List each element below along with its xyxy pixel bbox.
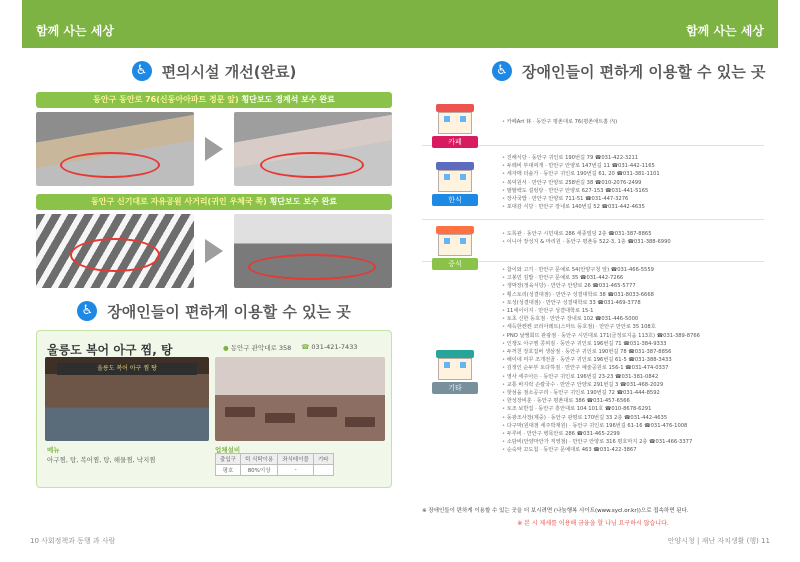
list-item: • 핫섬을 점소공구리 · 동안구 귀인로 190번길 72 ☎031-444-8592: [502, 389, 764, 397]
window-shape: [460, 116, 466, 122]
category-label: 기타: [432, 382, 478, 394]
etc-building-icon: [432, 350, 478, 380]
highlight-ellipse: [60, 152, 160, 178]
window-shape: [460, 174, 466, 180]
list-item: • 동광조사장(제중) · 동안구 관평로 170번길 33 2층 ☎031-442-4635: [502, 414, 764, 422]
banner-2: [36, 194, 392, 210]
chinese-list: [502, 230, 764, 246]
list-item: • 김정인 순두부 토다하점 · 만안구 예술공원로 156-1 ☎031-474-0337: [502, 364, 764, 372]
list-item: • 한성장비훈 · 동안구 평촌대로 386 ☎031-457-6566: [502, 397, 764, 405]
before-photo-2: [36, 214, 194, 288]
header-right-title: 함께 사는 세상: [686, 24, 764, 38]
list-item: • 팔팔백도 설렁탕 · 만안구 안양로 627-153 ☎031-441-5165: [502, 187, 764, 195]
korean-list: [502, 154, 764, 211]
highlight-ellipse: [70, 238, 160, 272]
banner-2-rest: 횡단보도 보수 완료: [266, 197, 337, 206]
restaurant-meta: [223, 343, 357, 352]
facility-header: 좌식테이블: [278, 454, 314, 465]
section-title-accessible: [36, 298, 392, 324]
window-shape: [444, 362, 450, 368]
roof-shape: [436, 226, 474, 234]
roof-shape: [436, 104, 474, 112]
arrow-right-icon: [205, 239, 223, 263]
list-item: • 교통 바지락 손칼국수 · 만안구 안양로 291번길 3 ☎031-468-2029: [502, 381, 764, 389]
list-item: • 두레비 부대찌개 · 만안구 안양로 147번길 11 ☎031-442-1165: [502, 162, 764, 170]
table-shape: [345, 417, 375, 427]
list-item: • 도록관 · 동안구 시민대로 286 세종빌딩 2층 ☎031-387-8865: [502, 230, 764, 238]
list-item: • 영사 세주아든 · 동안구 귀인로 196번길 23-23 ☎031-381-0842: [502, 373, 764, 381]
highlight-ellipse: [260, 152, 364, 178]
photo-row-2: [36, 214, 392, 288]
header-left-title: 함께 사는 세상: [36, 24, 114, 38]
header-bar: [0, 0, 800, 48]
table-shape: [265, 413, 295, 423]
list-item: • 토초 신한 동호점 · 만안구 장내로 102 ☎031-446-5000: [502, 315, 764, 323]
category-icon: [432, 226, 478, 270]
banner-2-highlight: 동안구 신기대로 자유공원 사거리(귀인 우체국 쪽): [91, 197, 267, 206]
facility-header: 기타: [313, 454, 333, 465]
header-edge-left: [0, 0, 22, 48]
category-korean: [422, 150, 764, 220]
section-title-text: 편의시설 개선(완료): [161, 62, 297, 81]
list-item: • 세득한켄켄 코리아레트(스마트 동호점) · 만안구 만안로 35 108호: [502, 323, 764, 331]
list-item: • 소담비(안양마안가 직영점) · 만안구 안양로 316 평호마지 2층 ☎031-466-3377: [502, 438, 764, 446]
category-label: 한식: [432, 194, 478, 206]
list-item: • 해이네 미꾸 조개전골 · 동안구 귀인로 196번길 61-5 ☎031-388-3433: [502, 356, 764, 364]
category-icon: [432, 350, 478, 394]
list-item: • 두루비 · 만안구 병목안로 286 ☎031-465-2299: [502, 430, 764, 438]
list-item: • 카페Art 林 · 동안구 평촌대로 76(평촌애트홈 內): [502, 118, 764, 126]
list-item: • 횡스토리(성결대점) · 만안구 성결대학로 38 ☎031-8033-6668: [502, 291, 764, 299]
banner-1-rest: 횡단보도 경계석 보수 완료: [238, 95, 335, 104]
cafe-list: [502, 118, 764, 126]
banner-1-highlight: 동안구 동안로 76(신동아아파트 정문 앞): [93, 95, 239, 104]
footer-left: 10 사회정책과 동행 과 사람: [30, 537, 116, 545]
facility-value: 평호: [216, 465, 241, 476]
before-photo-1: [36, 112, 194, 186]
facility-header: 출입구: [216, 454, 241, 465]
menu-text: 아구찜, 탕, 복어찜, 탕, 해물찜, 낙지찜: [47, 456, 156, 464]
facility-value: [313, 465, 333, 476]
cafe-building-icon: [432, 104, 478, 134]
list-item: • 두꺼친 장호집버 생삼점 · 동안구 귀인로 190번길 78 ☎031-387-8856: [502, 348, 764, 356]
list-item: • 인쟁도 아구찜 콩찌짐 · 동안구 귀인로 196번길 71 ☎031-384-9333: [502, 340, 764, 348]
list-item: • 이니아 장성지 & 마리원 · 동안구 평촌동 522-3, 1층 ☎031-388-6990: [502, 238, 764, 246]
window-shape: [460, 238, 466, 244]
roof-shape: [436, 162, 474, 170]
facility-value: 80%이상: [240, 465, 277, 476]
list-item: • 11세이이지 · 만안구 성결대학로 15-1: [502, 307, 764, 315]
location-icon: ●: [223, 344, 231, 352]
footer-right: 안양시청 | 재난 자치생활 (행) 11: [667, 537, 770, 545]
list-item: • 포대감 식당 · 만안구 장내로 140번길 52 ☎031-442-4635: [502, 203, 764, 211]
list-item: • 장사국밥 · 만안구 안양로 711-51 ☎031-447-3276: [502, 195, 764, 203]
list-item: • PNO 날쌩회뜨 관광점 · 동안구 시민대로 171(금정로지움 113호) ☎031-389-8766: [502, 332, 764, 340]
category-label: 중식: [432, 258, 478, 270]
window-shape: [444, 116, 450, 122]
category-etc: [422, 266, 764, 466]
right-page: [422, 58, 768, 528]
restaurant-card: [36, 330, 392, 488]
facility-header: 턱 식탁이용: [240, 454, 277, 465]
category-cafe: [422, 98, 764, 146]
category-icon: [432, 162, 478, 206]
menu-label: 메뉴: [47, 446, 60, 454]
after-photo-2: [234, 214, 392, 288]
korean-building-icon: [432, 162, 478, 192]
list-item: • 토성(성결대점) · 만안구 성결대학로 33 ☎031-469-3778: [502, 299, 764, 307]
etc-list: [502, 266, 764, 455]
list-item: • 고봉민 김밥 · 만안구 문예로 35 ☎031-442-7266: [502, 274, 764, 282]
list-item: • 토조 보반집 · 동안구 흥안대로 104 101호 ☎010-8678-6291: [502, 405, 764, 413]
chinese-building-icon: [432, 226, 478, 256]
list-item: • 참이와 고기 · 만안구 문예로 54(안양구청 앞) ☎031-466-5559: [502, 266, 764, 274]
section-title-text: 장애인들이 편하게 이용할 수 있는 곳: [522, 62, 766, 81]
category-label: 카페: [432, 136, 478, 148]
table-shape: [307, 407, 337, 417]
after-photo-1: [234, 112, 392, 186]
restaurant-address: [223, 343, 291, 352]
facility-value: -: [278, 465, 314, 476]
section-title-facilities: [36, 58, 392, 84]
facility-label: 업체설비: [215, 446, 241, 454]
window-shape: [444, 174, 450, 180]
window-shape: [444, 238, 450, 244]
restaurant-name: 울릉도 복어 아구 찜, 탕: [47, 343, 173, 357]
phone-icon: ☎: [301, 343, 312, 351]
list-item: • 진해식당 · 동안구 귀인로 190번길 79 ☎031-422-3211: [502, 154, 764, 162]
wheelchair-icon: ♿: [77, 301, 97, 321]
restaurant-sign: 울릉도 복어 아구 찜 탕: [57, 363, 197, 375]
list-item: • 생막장(정육식당) · 만안구 안양로 26 ☎031-465-5777: [502, 282, 764, 290]
restaurant-exterior-photo: [45, 357, 209, 441]
highlight-ellipse: [248, 254, 376, 280]
window-shape: [460, 362, 466, 368]
table-shape: [225, 407, 255, 417]
banner-1: [36, 92, 392, 108]
restaurant-interior-photo: [215, 357, 385, 441]
photo-row-1: [36, 112, 392, 186]
wheelchair-icon: ♿: [132, 61, 152, 81]
footnote: ※ 장애인들이 편하게 이용할 수 있는 곳을 더 보시려면 (나눔행복 사이트(www.sycl.or.kr))으로 접속하면 된다.: [422, 508, 689, 514]
list-item: • 순숙악 꼬도칩 · 동안구 문예대로 463 ☎031-422-3867: [502, 446, 764, 454]
left-page: [36, 58, 392, 528]
arrow-right-icon: [205, 137, 223, 161]
list-item: • 세자매 더솔가 · 동안구 귀인로 190번길 61, 20 ☎031-381-1101: [502, 170, 764, 178]
list-item: • 복덕원서 · 만안구 안양로 258번길 38 ☎010-2076-2499: [502, 179, 764, 187]
section-title-right: [422, 58, 768, 84]
restaurant-address-text: 동안구 관악대로 358: [230, 344, 292, 352]
facility-table: [215, 453, 334, 476]
list-item: • 다구막(원대점 세주박재원) · 동안구 귀인로 196번길 61-16 ☎031-476-1008: [502, 422, 764, 430]
restaurant-phone: [301, 343, 357, 352]
wheelchair-icon: ♿: [492, 61, 512, 81]
footnote-red: ※ 본 시 제세를 이용해 금융을 할 나님 요구하시 않습니다.: [517, 520, 669, 527]
category-icon: [432, 104, 478, 148]
section-title-text: 장애인들이 편하게 이용할 수 있는 곳: [107, 302, 351, 321]
header-edge-right: [778, 0, 800, 48]
category-chinese: [422, 224, 764, 268]
restaurant-phone-text: 031-421-7433: [311, 343, 358, 351]
roof-shape: [436, 350, 474, 358]
